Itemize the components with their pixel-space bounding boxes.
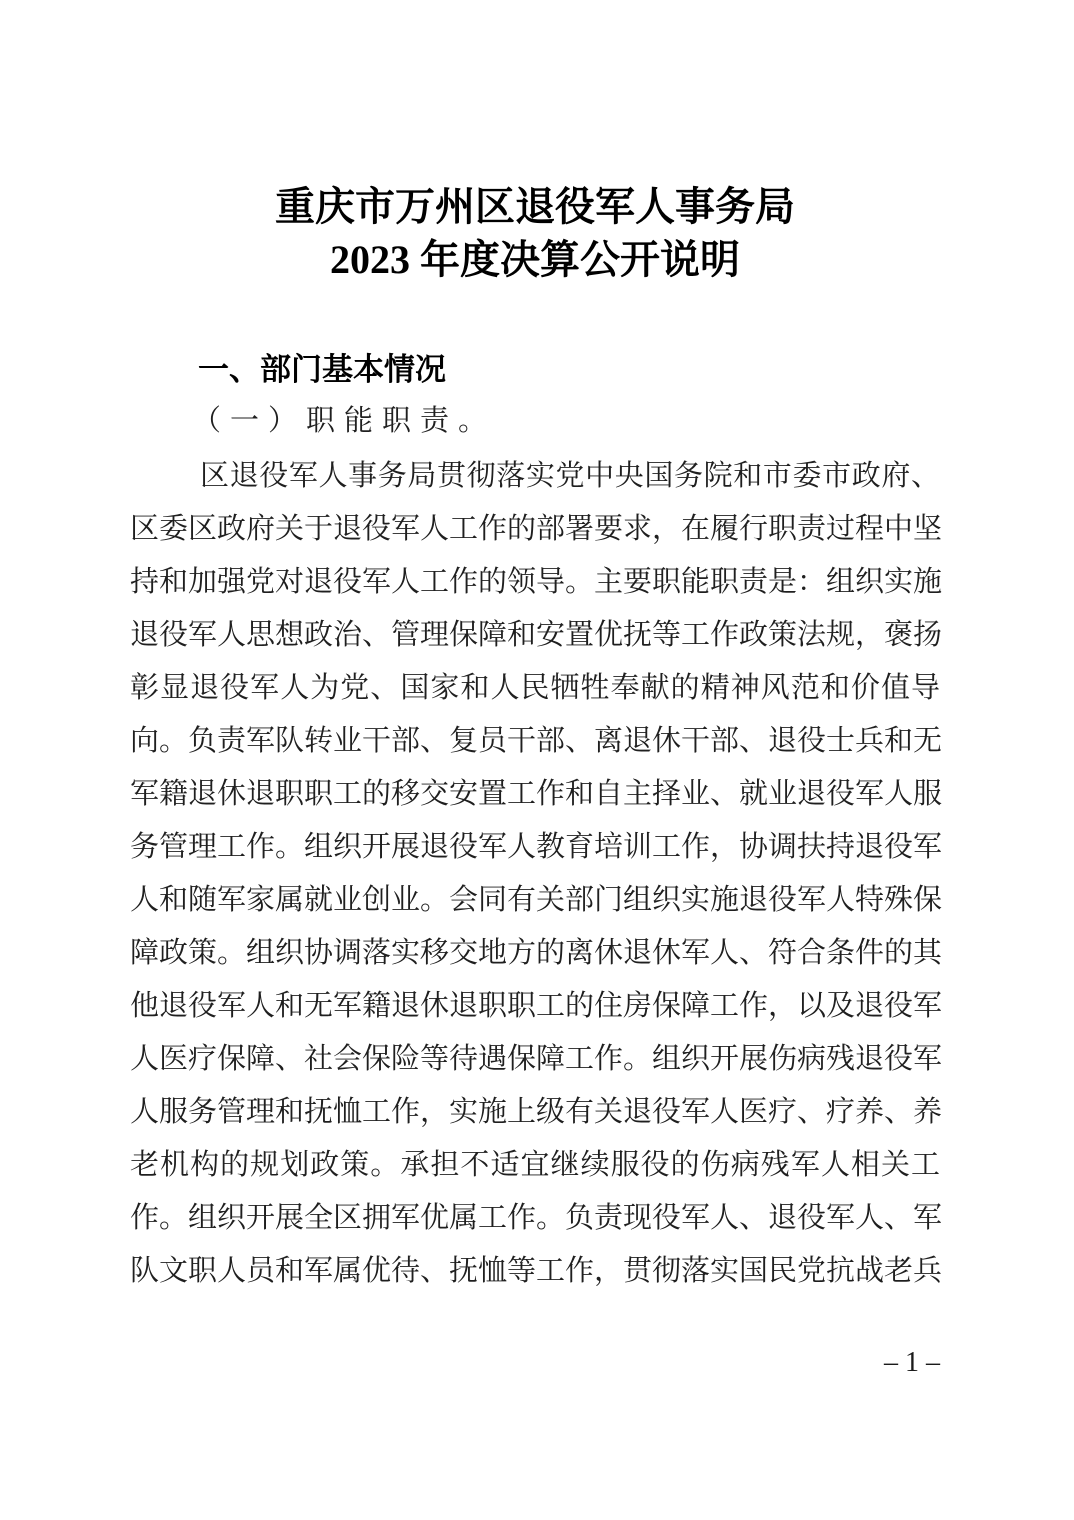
page-number: – 1 –	[884, 1347, 940, 1378]
body-text-line: 人医疗保障、社会保险等待遇保障工作。组织开展伤病残退役军	[130, 1043, 943, 1075]
section-heading: 一、部门基本情况	[198, 352, 446, 387]
body-text-line: 区委区政府关于退役军人工作的部署要求，在履行职责过程中坚	[130, 513, 943, 545]
subsection-heading: （一）职能职责。	[192, 405, 497, 437]
document-content	[130, 0, 943, 1382]
body-text-line: 持和加强党对退役军人工作的领导。主要职能职责是：组织实施	[130, 566, 943, 598]
body-text-line: 彰显退役军人为党、国家和人民牺牲奉献的精神风范和价值导	[130, 672, 940, 704]
document-title	[130, 180, 940, 286]
body-text-line: 人和随军家属就业创业。会同有关部门组织实施退役军人特殊保	[130, 884, 943, 916]
body-text-line: 作。组织开展全区拥军优属工作。负责现役军人、退役军人、军	[130, 1202, 943, 1234]
body-text-line: 老机构的规划政策。承担不适宜继续服役的伤病残军人相关工	[130, 1149, 940, 1181]
title-line-1: 重庆市万州区退役军人事务局	[275, 184, 795, 229]
body-text-line: 向。负责军队转业干部、复员干部、离退休干部、退役士兵和无	[130, 725, 943, 757]
body-text-line: 退役军人思想政治、管理保障和安置优抚等工作政策法规，褒扬	[130, 619, 943, 651]
body-text-line: 军籍退休退职职工的移交安置工作和自主择业、就业退役军人服	[130, 778, 943, 810]
body-text-line: 人服务管理和抚恤工作，实施上级有关退役军人医疗、疗养、养	[130, 1096, 943, 1128]
body-text-line: 队文职人员和军属优待、抚恤等工作，贯彻落实国民党抗战老兵	[130, 1255, 943, 1287]
body-text-line: 他退役军人和无军籍退休退职职工的住房保障工作，以及退役军	[130, 990, 943, 1022]
body-paragraph	[130, 450, 943, 1298]
body-text-line: 区退役军人事务局贯彻落实党中央国务院和市委市政府、	[200, 460, 940, 492]
body-text-line: 务管理工作。组织开展退役军人教育培训工作，协调扶持退役军	[130, 831, 943, 863]
body-text-line: 障政策。组织协调落实移交地方的离休退休军人、符合条件的其	[130, 937, 943, 969]
title-line-2: 2023 年度决算公开说明	[330, 237, 740, 282]
